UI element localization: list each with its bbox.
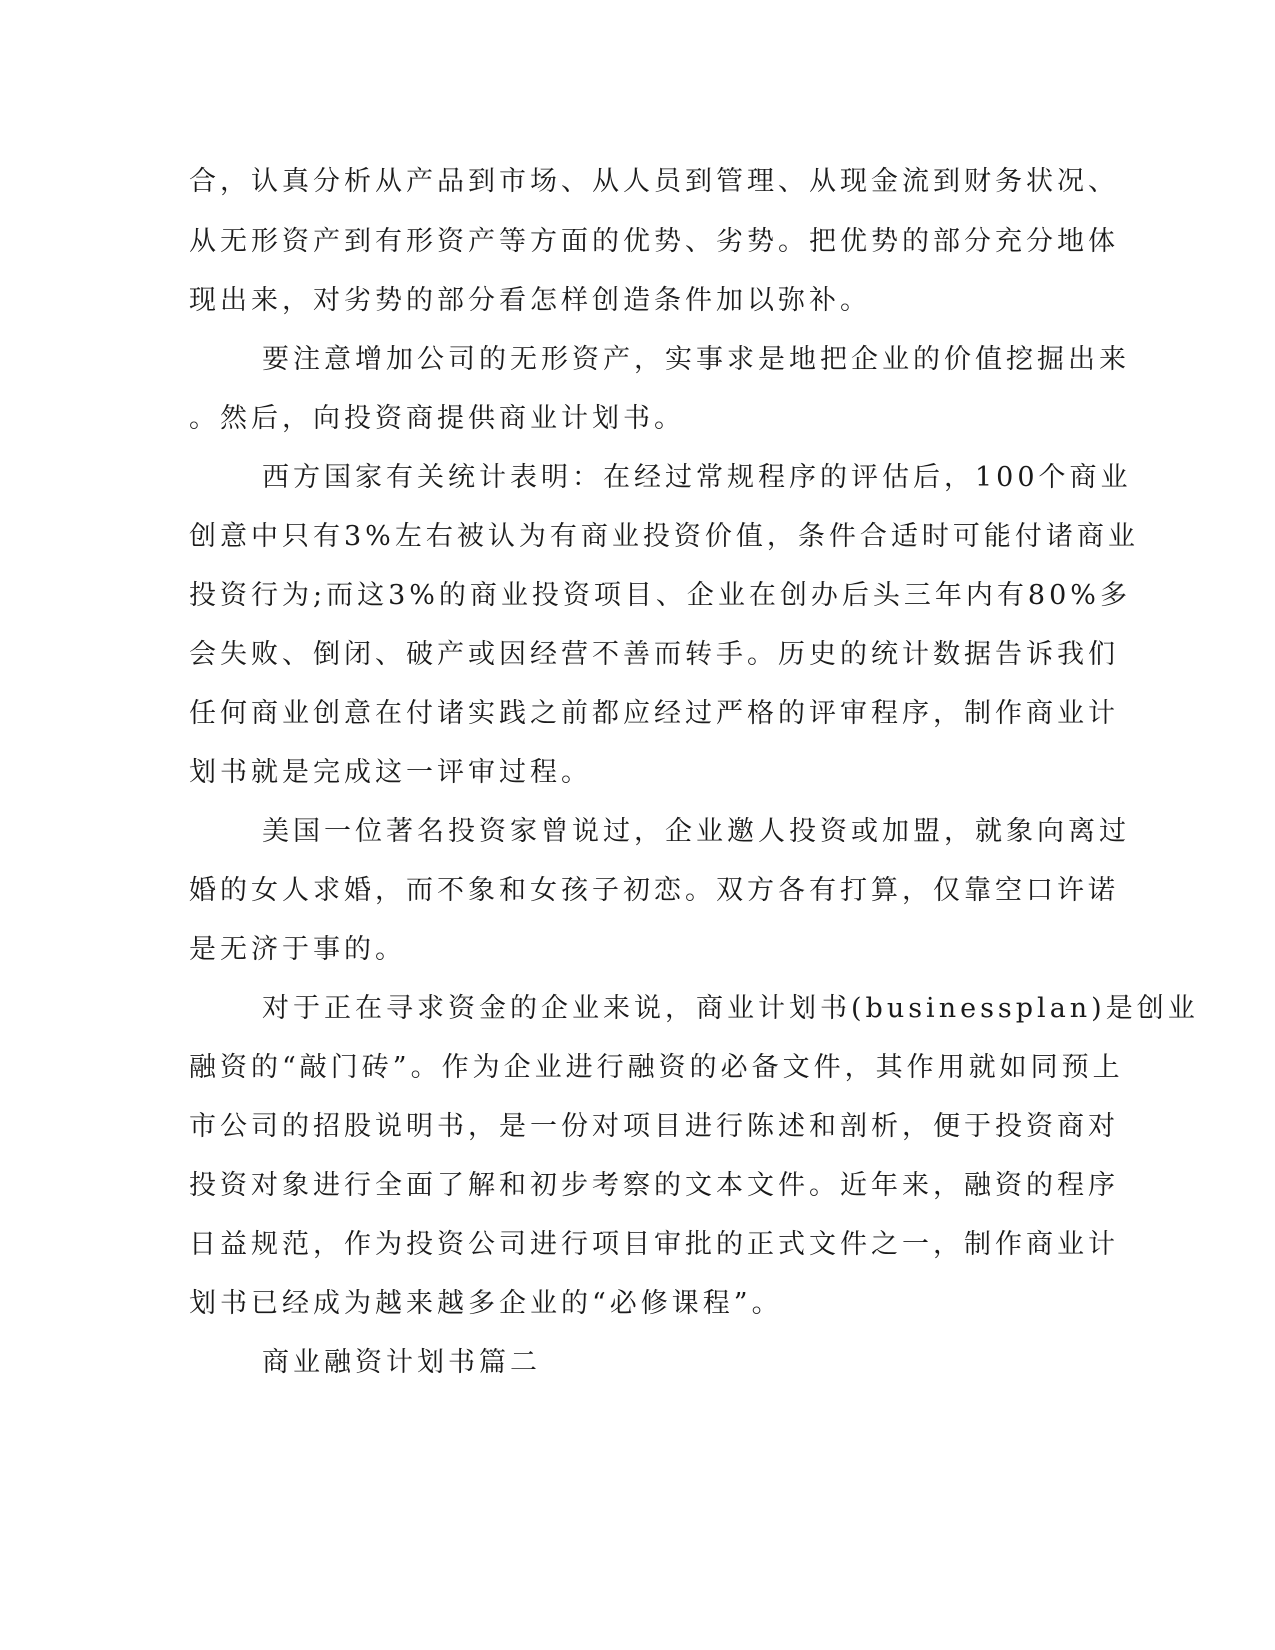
body-text-line: 现出来，对劣势的部分看怎样创造条件加以弥补。 — [189, 285, 871, 316]
body-text-line: 。然后，向投资商提供商业计划书。 — [189, 403, 685, 434]
paragraph-first-line: 要注意增加公司的无形资产，实事求是地把企业的价值挖掘出来 — [262, 344, 1130, 375]
body-text-line: 任何商业创意在付诸实践之前都应经过严格的评审程序，制作商业计 — [189, 698, 1119, 729]
body-text-line: 婚的女人求婚，而不象和女孩子初恋。双方各有打算，仅靠空口许诺 — [189, 875, 1119, 906]
paragraph-first-line: 西方国家有关统计表明：在经过常规程序的评估后，100个商业 — [262, 462, 1132, 493]
body-text-line: 市公司的招股说明书，是一份对项目进行陈述和剖析，便于投资商对 — [189, 1111, 1119, 1142]
body-text-line: 融资的“敲门砖”。作为企业进行融资的必备文件，其作用就如同预上 — [189, 1052, 1124, 1083]
paragraph-first-line: 美国一位著名投资家曾说过，企业邀人投资或加盟，就象向离过 — [262, 816, 1130, 847]
body-text-line: 划书就是完成这一评审过程。 — [189, 757, 592, 788]
body-text-line: 会失败、倒闭、破产或因经营不善而转手。历史的统计数据告诉我们 — [189, 639, 1119, 670]
body-text-line: 从无形资产到有形资产等方面的优势、劣势。把优势的部分充分地体 — [189, 226, 1119, 257]
paragraph-first-line: 对于正在寻求资金的企业来说，商业计划书(businessplan)是创业 — [262, 993, 1199, 1024]
body-text-line: 日益规范，作为投资公司进行项目审批的正式文件之一，制作商业计 — [189, 1229, 1119, 1260]
body-text-line: 创意中只有3%左右被认为有商业投资价值，条件合适时可能付诸商业 — [189, 521, 1139, 552]
section-heading: 商业融资计划书篇二 — [262, 1347, 541, 1378]
body-text-line: 划书已经成为越来越多企业的“必修课程”。 — [189, 1288, 783, 1319]
body-text-line: 合，认真分析从产品到市场、从人员到管理、从现金流到财务状况、 — [189, 166, 1119, 197]
body-text-line: 投资行为;而这3%的商业投资项目、企业在创办后头三年内有80%多 — [189, 580, 1131, 611]
body-text-line: 投资对象进行全面了解和初步考察的文本文件。近年来，融资的程序 — [189, 1170, 1119, 1201]
body-text-line: 是无济于事的。 — [189, 934, 406, 965]
